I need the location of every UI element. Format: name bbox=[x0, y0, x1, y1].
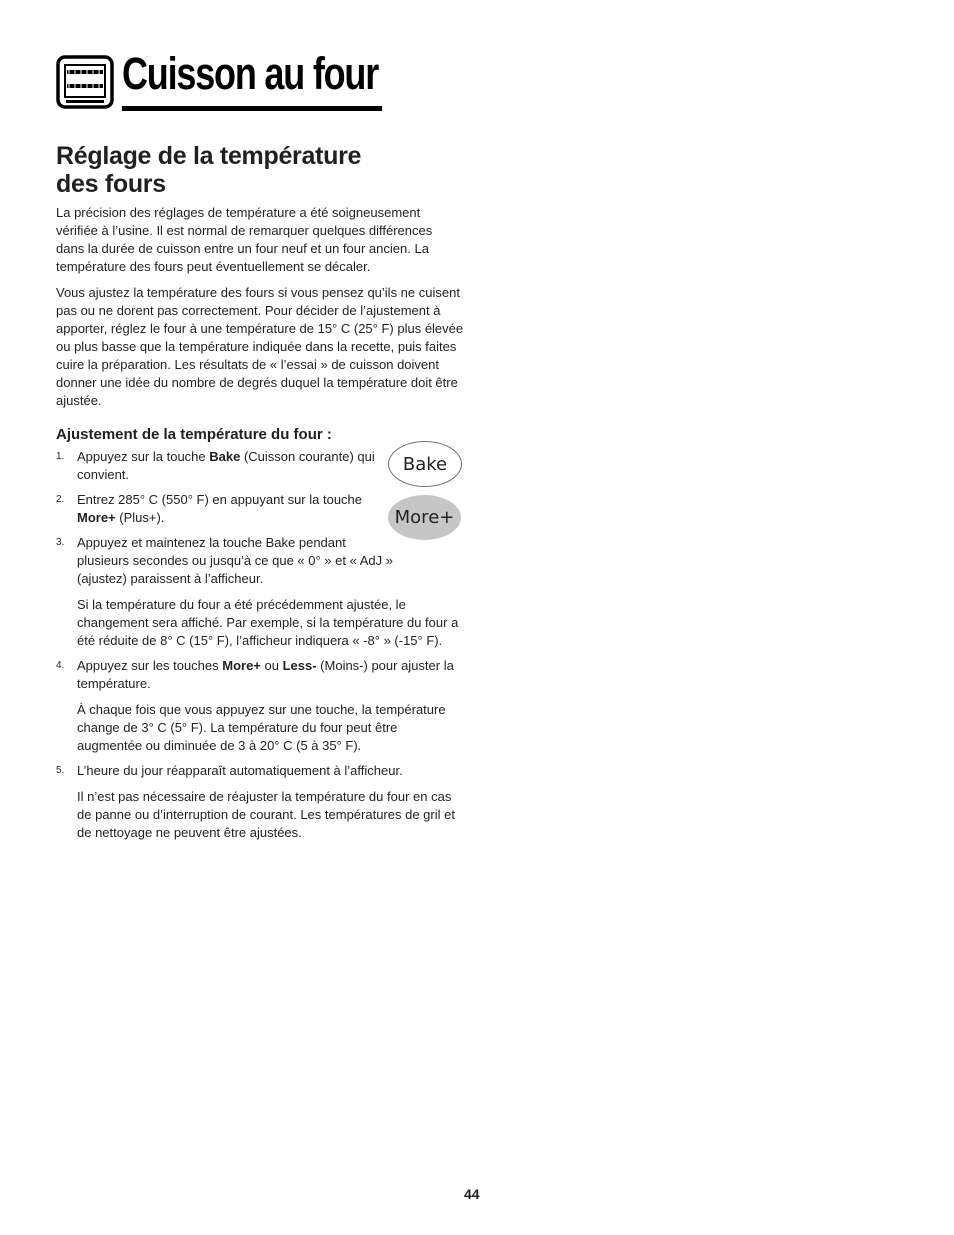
step-4 bbox=[56, 657, 464, 755]
chapter-title: Cuisson au four bbox=[122, 48, 379, 99]
intro-paragraph: La précision des réglages de température a été soigneusement vérifiée à l’usine. Il est normal de remarquer quelques différences dans la durée de cuisson entre un four neuf et un four ancien. La température des fours peut éventuellement se décaler. bbox=[56, 205, 433, 274]
more-key-illustration: More+ bbox=[388, 495, 461, 540]
bake-key-illustration: Bake bbox=[388, 441, 462, 487]
step-3 bbox=[56, 534, 464, 650]
content-column bbox=[56, 142, 464, 849]
page-number: 44 bbox=[464, 1186, 480, 1202]
step-text: L’heure du jour réapparaît automatiquement à l’afficheur. bbox=[77, 763, 403, 778]
header-rule bbox=[122, 106, 382, 111]
step-text: Entrez 285° C (550° F) en appuyant sur la touche More+ (Plus+). bbox=[77, 492, 363, 525]
step-text: Appuyez et maintenez la touche Bake pendant plusieurs secondes ou jusqu’à ce que « 0° » et « AdJ » (ajustez) paraissent à l’afficheur. bbox=[77, 535, 393, 586]
step-number: 4. bbox=[56, 660, 65, 671]
oven-icon bbox=[56, 55, 114, 111]
step-note: À chaque fois que vous appuyez sur une touche, la température change de 3° C (5° F). La température du four peut être augmentée ou diminuée de 3 à 20° C (5 à 35° F). bbox=[77, 702, 446, 753]
step-text: Appuyez sur la touche Bake (Cuisson courante) qui convient. bbox=[77, 449, 375, 482]
section-title: Réglage de la température des fours bbox=[56, 142, 362, 198]
step-5 bbox=[56, 762, 464, 842]
step-number: 5. bbox=[56, 765, 65, 776]
step-number: 1. bbox=[56, 451, 65, 462]
step-note: Si la température du four a été précédemment ajustée, le changement sera affiché. Par exemple, si la température du four a été réduite de 8° C (15° F), l’afficheur indiquera « -8° » (-15° F). bbox=[77, 597, 459, 648]
step-note: Il n’est pas nécessaire de réajuster la température du four en cas de panne ou d’interruption de courant. Les températures de gril et de nettoyage ne peuvent être ajustées. bbox=[77, 789, 455, 840]
step-text: Appuyez sur les touches More+ ou Less- (Moins-) pour ajuster la température. bbox=[77, 658, 454, 691]
step-number: 3. bbox=[56, 537, 65, 548]
subheading: Ajustement de la température du four : bbox=[56, 426, 332, 443]
intro-paragraph: Vous ajustez la température des fours si vous pensez qu’ils ne cuisent pas ou ne dorent pas correctement. Pour décider de l’ajustement à apporter, réglez le four à une température de 15° C (25° F) plus élevée ou plus basse que la température indiquée dans la recette, puis faites cuire la préparation. Les résultats de « l’essai » de cuisson doivent donner une idée du nombre de degrés duquel la température doit être ajustée. bbox=[56, 285, 464, 408]
step-number: 2. bbox=[56, 494, 65, 505]
chapter-header bbox=[54, 48, 384, 114]
